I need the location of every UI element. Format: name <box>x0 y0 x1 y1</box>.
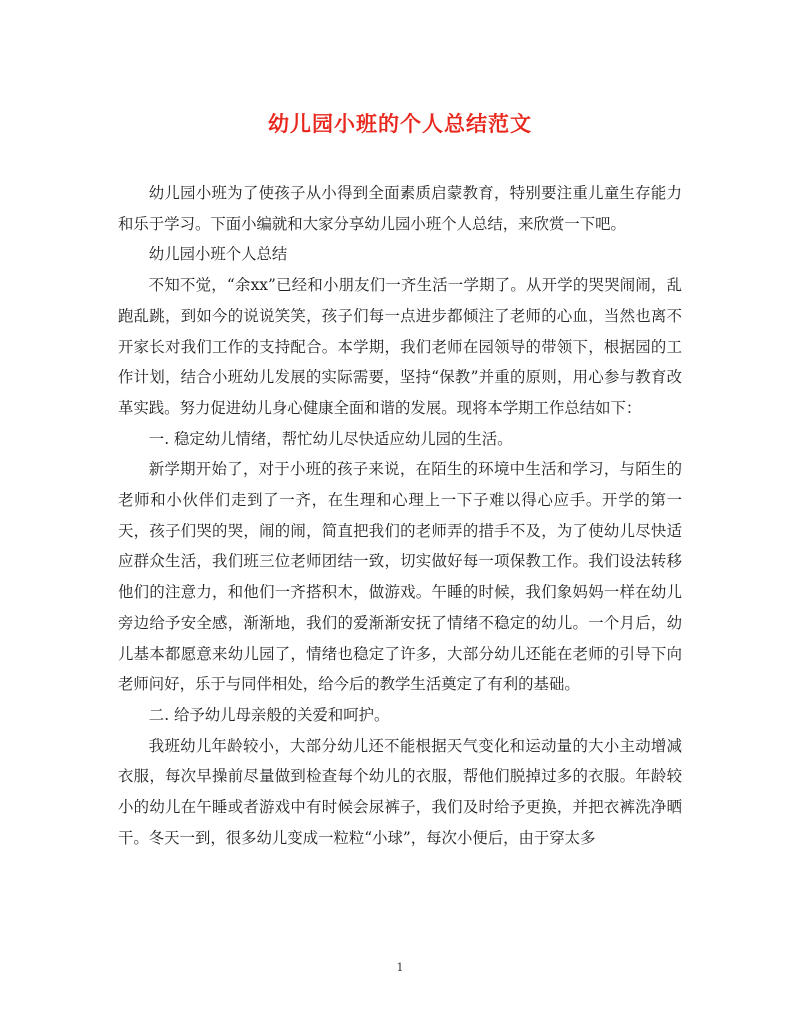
document-body <box>118 178 682 853</box>
body-paragraph: 我班幼儿年龄较小，大部分幼儿还不能根据天气变化和运动量的大小主动增减衣服，每次早操前尽量做到检查每个幼儿的衣服，帮他们脱掉过多的衣服。年龄较小的幼儿在午睡或者游戏中有时候会尿裤子，我们及时给予更换，并把衣裤洗净晒干。冬天一到，很多幼儿变成一粒粒“小球”，每次小便后，由于穿太多 <box>118 736 682 847</box>
page-title: 幼儿园小班的个人总结范文 <box>268 111 532 136</box>
body-paragraph: 不知不觉，“余xx”已经和小朋友们一齐生活一学期了。从开学的哭哭闹闹，乱跑乱跳，到如今的说说笑笑，孩子们每一点进步都倾注了老师的心血，当然也离不开家长对我们工作的支持配合。本学期，我们老师在园领导的带领下，根据园的工作计划，结合小班幼儿发展的实际需要，坚持“保教”并重的原则，用心参与教育改革实践。努力促进幼儿身心健康全面和谐的发展。现将本学期工作总结如下： <box>118 276 682 417</box>
intro-paragraph: 幼儿园小班为了使孩子从小得到全面素质启蒙教育，特别要注重儿童生存能力和乐于学习。下面小编就和大家分享幼儿园小班个人总结，来欣赏一下吧。 <box>118 184 682 233</box>
body-paragraph: 新学期开始了，对于小班的孩子来说，在陌生的环境中生活和学习，与陌生的老师和小伙伴们走到了一齐，在生理和心理上一下子难以得心应手。开学的第一天，孩子们哭的哭，闹的闹，简直把我们的老师弄的措手不及，为了使幼儿尽快适应群众生活，我们班三位老师团结一致，切实做好每一项保教工作。我们设法转移他们的注意力，和他们一齐搭积木，做游戏。午睡的时候，我们象妈妈一样在幼儿旁边给予安全感，渐渐地，我们的爱渐渐安抚了情绪不稳定的幼儿。一个月后，幼儿基本都愿意来幼儿园了，情绪也稳定了许多，大部分幼儿还能在老师的引导下向老师问好，乐于与同伴相处，给今后的教学生活奠定了有利的基础。 <box>118 460 682 694</box>
section-heading: 二. 给予幼儿母亲般的关爱和呵护。 <box>148 705 390 724</box>
section-heading: 幼儿园小班个人总结 <box>148 245 288 264</box>
page-number: 1 <box>396 961 404 974</box>
section-heading: 一. 稳定幼儿情绪，帮忙幼儿尽快适应幼儿园的生活。 <box>148 429 513 448</box>
